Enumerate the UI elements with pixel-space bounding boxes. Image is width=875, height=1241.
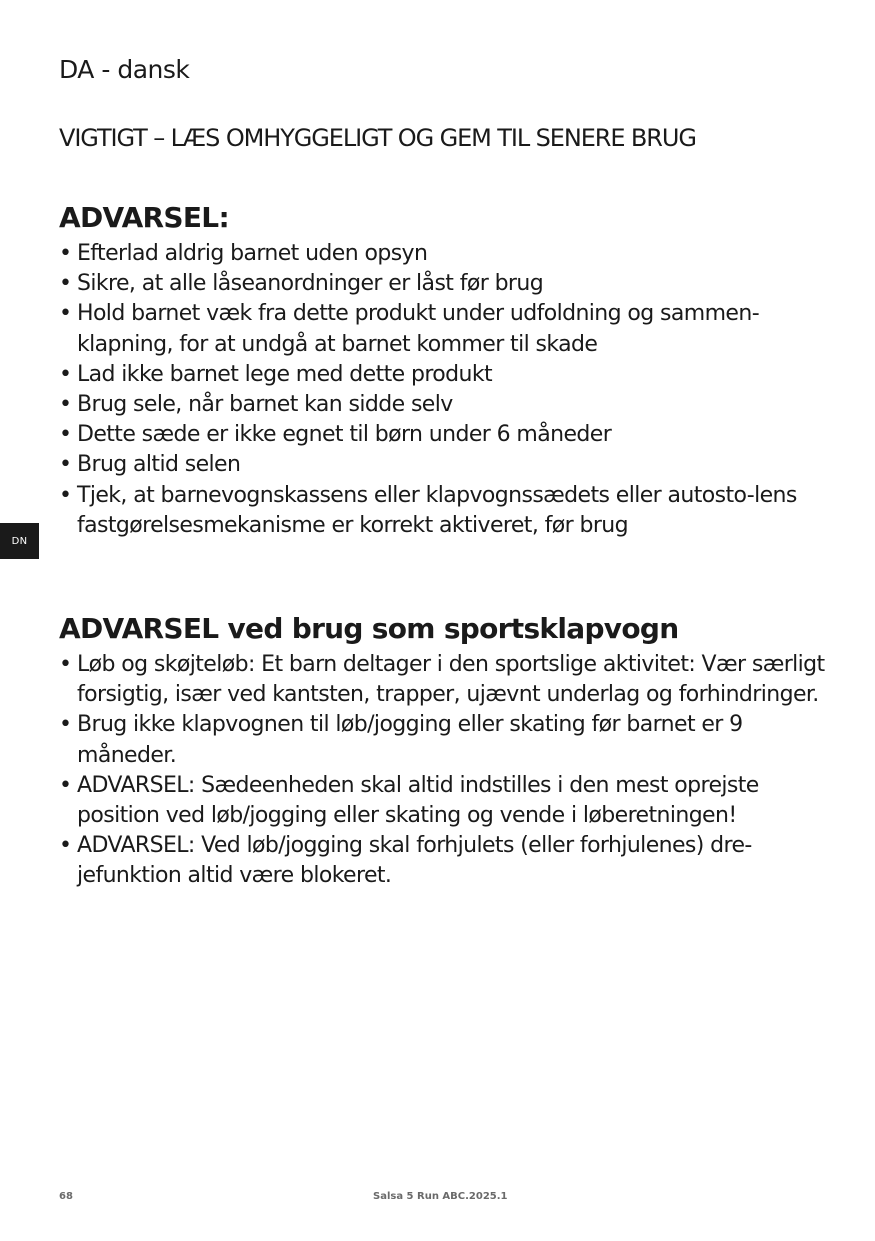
list-item-text: ADVARSEL: Ved løb/jogging skal forhjulets (eller forhjulenes) dre-jefunktion altid være blokeret.: [77, 833, 752, 889]
list-item-text: Sikre, at alle låseanordninger er låst før brug: [77, 271, 544, 297]
list-item-text: Brug ikke klapvognen til løb/jogging eller skating før barnet er 9 måneder.: [77, 712, 743, 768]
list-item-text: Løb og skøjteløb: Et barn deltager i den sportslige aktivitet: Vær særligt forsigtig, især ved kantsten, trapper, ujævnt underlag og forhindringer.: [77, 652, 825, 708]
bullet-icon: •: [59, 241, 72, 266]
list-item: [59, 710, 839, 770]
bullet-icon: •: [59, 301, 72, 327]
bullet-icon: •: [59, 361, 72, 387]
list-item-text: Lad ikke barnet lege med dette produkt: [77, 361, 493, 387]
bullet-icon: •: [59, 712, 72, 738]
list-item: [59, 239, 839, 269]
bullet-icon: •: [59, 482, 72, 508]
warning-list: [59, 239, 839, 541]
list-item: [59, 299, 839, 359]
bullet-icon: •: [59, 652, 72, 677]
bullet-icon: •: [59, 422, 72, 448]
list-item-text: Brug sele, når barnet kan sidde selv: [77, 392, 453, 418]
language-side-tab: [0, 523, 39, 559]
list-item: [59, 771, 839, 831]
list-item-text: Dette sæde er ikke egnet til børn under 6 måneder: [77, 422, 612, 448]
language-title: DA - dansk: [59, 55, 190, 84]
sport-warning-list: [59, 650, 839, 892]
list-item-text: Efterlad aldrig barnet uden opsyn: [77, 241, 428, 266]
warning-heading: ADVARSEL:: [59, 201, 229, 234]
warning-section: [59, 201, 839, 541]
important-notice: VIGTIGT – LÆS OMHYGGELIGT OG GEM TIL SENERE BRUG: [59, 124, 696, 152]
sport-warning-section: [59, 612, 839, 892]
sport-warning-heading: ADVARSEL ved brug som sportsklapvogn: [59, 612, 679, 645]
list-item-text: Brug altid selen: [77, 452, 241, 478]
bullet-icon: •: [59, 452, 72, 478]
list-item: [59, 481, 839, 541]
list-item-text: ADVARSEL: Sædeenheden skal altid indstilles i den mest oprejste position ved løb/jogging eller skating og vende i løberetningen!: [77, 772, 759, 829]
document-id: Salsa 5 Run ABC.2025.1: [373, 1191, 508, 1202]
list-item: [59, 650, 839, 710]
list-item-text: Tjek, at barnevognskassens eller klapvognssædets eller autosto-lens fastgørelsesmekanisme er korrekt aktiveret, før brug: [77, 482, 797, 538]
bullet-icon: •: [59, 392, 72, 418]
list-item: [59, 360, 839, 390]
page-number: 68: [59, 1191, 73, 1202]
list-item: [59, 450, 839, 480]
list-item: [59, 390, 839, 420]
bullet-icon: •: [59, 833, 72, 859]
list-item: [59, 269, 839, 299]
list-item: [59, 831, 839, 891]
bullet-icon: •: [59, 772, 72, 798]
list-item-text: Hold barnet væk fra dette produkt under udfoldning og sammen-klapning, for at undgå at barnet kommer til skade: [77, 301, 760, 357]
bullet-icon: •: [59, 271, 72, 297]
side-tab-label: DN: [11, 535, 28, 547]
list-item: [59, 420, 839, 450]
